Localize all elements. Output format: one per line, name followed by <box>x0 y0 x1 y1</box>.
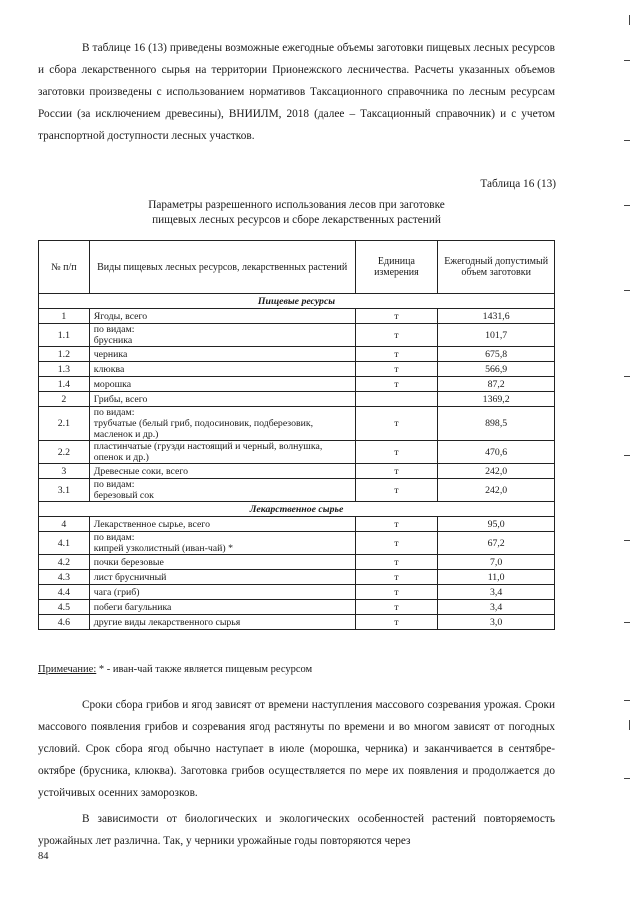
row-unit: т <box>355 585 438 600</box>
row-name: Лекарственное сырье, всего <box>89 517 355 532</box>
section-row-medicinal <box>39 502 555 517</box>
row-num: 2.2 <box>39 441 90 464</box>
row-unit: т <box>355 309 438 324</box>
row-name: почки березовые <box>89 555 355 570</box>
row-value: 1431,6 <box>438 309 555 324</box>
row-unit <box>355 392 438 407</box>
row-num: 4.3 <box>39 570 90 585</box>
row-value: 3,4 <box>438 600 555 615</box>
row-num: 4.4 <box>39 585 90 600</box>
row-num: 3.1 <box>39 479 90 502</box>
table-row <box>39 441 555 464</box>
table-title <box>38 198 555 228</box>
header-value: Ежегодный допустимый объем заготовки <box>438 241 555 294</box>
row-name: Древесные соки, всего <box>89 464 355 479</box>
row-num: 1 <box>39 309 90 324</box>
table-row <box>39 362 555 377</box>
row-name: пластинчатые (грузди настоящий и черный, волнушка, опенок и др.) <box>89 441 355 464</box>
table-body <box>39 294 555 630</box>
table-row <box>39 517 555 532</box>
row-num: 1.4 <box>39 377 90 392</box>
row-num: 4.5 <box>39 600 90 615</box>
margin-mark <box>624 622 630 623</box>
row-unit: т <box>355 600 438 615</box>
row-num: 4.6 <box>39 615 90 630</box>
intro-paragraph <box>38 37 555 147</box>
margin-mark <box>624 778 630 779</box>
row-name: по видам: брусника <box>89 324 355 347</box>
row-name: по видам: трубчатые (белый гриб, подосиновик, подберезовик, масленок и др.) <box>89 407 355 441</box>
row-unit: т <box>355 555 438 570</box>
table-row <box>39 309 555 324</box>
table-header-row <box>39 241 555 294</box>
row-num: 1.3 <box>39 362 90 377</box>
row-unit: т <box>355 441 438 464</box>
table-row <box>39 615 555 630</box>
row-name: другие виды лекарственного сырья <box>89 615 355 630</box>
margin-mark <box>624 60 630 61</box>
row-value: 11,0 <box>438 570 555 585</box>
row-unit: т <box>355 407 438 441</box>
table-row <box>39 532 555 555</box>
row-value: 242,0 <box>438 479 555 502</box>
table-row <box>39 324 555 347</box>
row-value: 242,0 <box>438 464 555 479</box>
row-name: Грибы, всего <box>89 392 355 407</box>
margin-mark <box>624 455 630 456</box>
row-value: 1369,2 <box>438 392 555 407</box>
row-name: по видам: березовый сок <box>89 479 355 502</box>
row-num: 4.1 <box>39 532 90 555</box>
row-value: 3,0 <box>438 615 555 630</box>
table-row <box>39 377 555 392</box>
row-unit: т <box>355 615 438 630</box>
header-num: № п/п <box>39 241 90 294</box>
margin-mark <box>624 140 630 141</box>
table-row <box>39 570 555 585</box>
table-row <box>39 347 555 362</box>
margin-mark <box>624 376 630 377</box>
row-unit: т <box>355 377 438 392</box>
row-value: 470,6 <box>438 441 555 464</box>
row-value: 87,2 <box>438 377 555 392</box>
table-title-line-2: пищевых лесных ресурсов и сборе лекарственных растений <box>152 214 441 226</box>
header-unit: Единица измерения <box>355 241 438 294</box>
margin-mark <box>624 205 630 206</box>
row-unit: т <box>355 517 438 532</box>
page-number: 84 <box>38 851 49 862</box>
row-value: 7,0 <box>438 555 555 570</box>
row-value: 3,4 <box>438 585 555 600</box>
table-row <box>39 407 555 441</box>
row-name: по видам: кипрей узколистный (иван-чай) * <box>89 532 355 555</box>
table-row <box>39 479 555 502</box>
table-note <box>38 664 312 675</box>
paragraph-harvest-timing <box>38 694 555 804</box>
margin-mark <box>629 15 630 25</box>
paragraph-yield-frequency <box>38 808 555 852</box>
row-unit: т <box>355 347 438 362</box>
table-row <box>39 555 555 570</box>
paragraph-yield-frequency-text: В зависимости от биологических и экологических особенностей растений повторяемость урожайных лет различна. Так, у черники урожайные годы повторяются через <box>38 813 555 847</box>
row-unit: т <box>355 464 438 479</box>
header-name: Виды пищевых лесных ресурсов, лекарственных растений <box>89 241 355 294</box>
row-name: черника <box>89 347 355 362</box>
row-unit: т <box>355 362 438 377</box>
note-label: Примечание: <box>38 664 97 675</box>
row-value: 566,9 <box>438 362 555 377</box>
row-value: 898,5 <box>438 407 555 441</box>
paragraph-harvest-timing-text: Сроки сбора грибов и ягод зависят от времени наступления массового созревания урожая. Сроки массового появления грибов и созревания ягод растянуты по времени и во многом зависят от погодных условий. Срок сбора ягод обычно наступает в июле (морошка, черника) и заканчивается в сентябре-октябре (брусника, клюква). Заготовка грибов осуществляется по мере их появления и продолжается до устойчивых осенних заморозков. <box>38 699 555 799</box>
row-num: 2 <box>39 392 90 407</box>
row-num: 4 <box>39 517 90 532</box>
row-num: 2.1 <box>39 407 90 441</box>
row-value: 101,7 <box>438 324 555 347</box>
section-title: Пищевые ресурсы <box>39 294 555 309</box>
row-name: морошка <box>89 377 355 392</box>
margin-mark <box>624 290 630 291</box>
row-num: 4.2 <box>39 555 90 570</box>
note-text: * - иван-чай также является пищевым ресурсом <box>96 664 313 675</box>
row-value: 675,8 <box>438 347 555 362</box>
table-row <box>39 600 555 615</box>
row-name: лист брусничный <box>89 570 355 585</box>
row-value: 67,2 <box>438 532 555 555</box>
row-unit: т <box>355 479 438 502</box>
section-title: Лекарственное сырье <box>39 502 555 517</box>
row-value: 95,0 <box>438 517 555 532</box>
section-row-food <box>39 294 555 309</box>
row-name: Ягоды, всего <box>89 309 355 324</box>
row-name: чага (гриб) <box>89 585 355 600</box>
row-num: 3 <box>39 464 90 479</box>
intro-text: В таблице 16 (13) приведены возможные ежегодные объемы заготовки пищевых лесных ресурсов и сбора лекарственного сырья на территории Прионежского лесничества. Расчеты указанных объемов заготовки произведены с использованием нормативов Таксационного справочника по лесным ресурсам России (за исключением древесины), ВНИИЛМ, 2018 (далее – Таксационный справочник) и с учетом транспортной доступности лесных участков. <box>38 42 555 142</box>
table-row <box>39 585 555 600</box>
margin-mark <box>624 540 630 541</box>
resources-table <box>38 240 555 630</box>
row-unit: т <box>355 570 438 585</box>
margin-mark <box>624 700 630 701</box>
table-title-line-1: Параметры разрешенного использования лесов при заготовке <box>148 199 445 211</box>
margin-mark <box>629 720 630 730</box>
table-row <box>39 464 555 479</box>
row-num: 1.1 <box>39 324 90 347</box>
table-caption: Таблица 16 (13) <box>480 178 556 190</box>
row-name: побеги багульника <box>89 600 355 615</box>
row-unit: т <box>355 324 438 347</box>
row-name: клюква <box>89 362 355 377</box>
table-row <box>39 392 555 407</box>
row-num: 1.2 <box>39 347 90 362</box>
row-unit: т <box>355 532 438 555</box>
